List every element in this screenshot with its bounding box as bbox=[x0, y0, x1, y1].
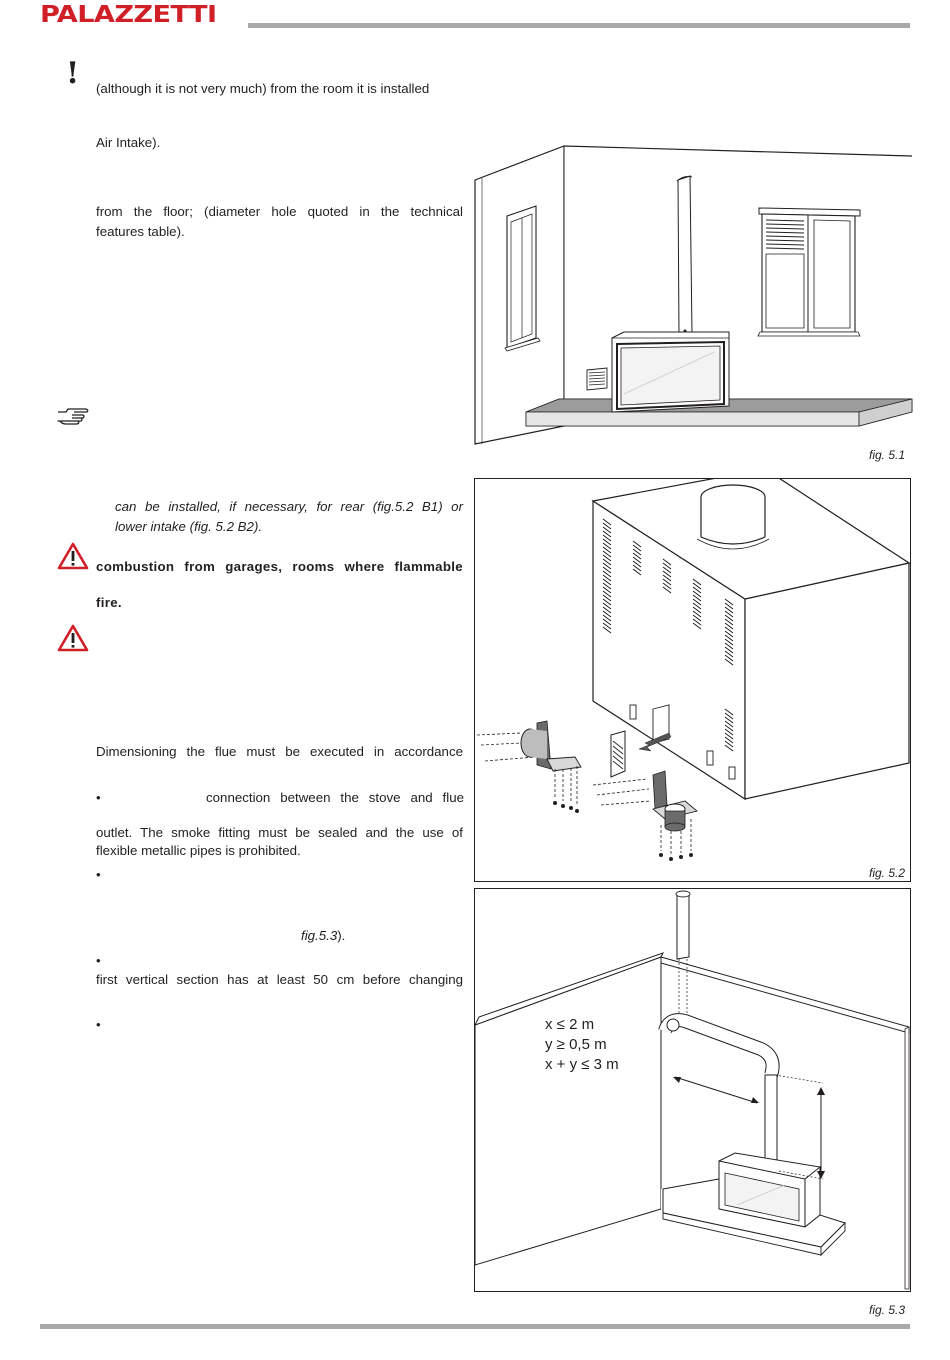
figure-5-2 bbox=[474, 478, 911, 882]
formula-line-2: y ≥ 0,5 m bbox=[545, 1036, 607, 1053]
bullet-1-line-1: connection between the stove and flue bbox=[206, 790, 464, 805]
warning-triangle-icon bbox=[57, 542, 89, 570]
paragraph-3-line-1: from the floor; (diameter hole quoted in the technical bbox=[96, 204, 463, 219]
figure-5-3 bbox=[474, 888, 911, 1292]
formula-line-1: x ≤ 2 m bbox=[545, 1016, 595, 1033]
paragraph-1: (although it is not very much) from the room it is installed bbox=[96, 81, 430, 96]
warning-1-line-1: combustion from garages, rooms where flammable bbox=[96, 559, 463, 574]
header-rule bbox=[248, 23, 910, 28]
figure-5-1 bbox=[474, 144, 914, 449]
bullet-1: • bbox=[96, 790, 101, 805]
bullet-3-line-1: first vertical section has at least 50 cm before changing bbox=[96, 972, 463, 987]
figure-5-3-caption: fig. 5.3 bbox=[869, 1303, 906, 1317]
paragraph-2: Air Intake). bbox=[96, 135, 161, 150]
paragraph-4-line-1: can be installed, if necessary, for rear (fig.5.2 B1) or bbox=[115, 499, 463, 514]
bullet-3: • bbox=[96, 953, 101, 968]
bullet-4: • bbox=[96, 1017, 101, 1032]
warning-triangle-icon bbox=[57, 624, 89, 652]
paragraph-3-line-2: features table). bbox=[96, 224, 185, 239]
pointing-hand-icon bbox=[56, 406, 90, 428]
footer-rule bbox=[40, 1324, 910, 1329]
brand-logo: PALAZZETTI bbox=[40, 2, 217, 28]
figure-5-1-caption: fig. 5.1 bbox=[869, 448, 906, 462]
paragraph-4-line-2: lower intake (fig. 5.2 B2). bbox=[115, 519, 263, 534]
figure-5-2-caption: fig. 5.2 bbox=[869, 866, 906, 880]
paragraph-5: Dimensioning the flue must be executed in accordance bbox=[96, 744, 463, 759]
bullet-1-line-2: outlet. The smoke fitting must be sealed and the use of bbox=[96, 825, 463, 840]
figure-reference: fig.5.3 bbox=[301, 928, 338, 943]
bullet-2: • bbox=[96, 867, 101, 882]
bullet-1-line-3: flexible metallic pipes is prohibited. bbox=[96, 843, 301, 858]
bullet-2-ref bbox=[301, 927, 345, 945]
exclamation-icon: ! bbox=[66, 56, 80, 91]
formula-line-3: x + y ≤ 3 m bbox=[545, 1056, 619, 1073]
warning-1-line-2: fire. bbox=[96, 595, 122, 610]
figure-reference-close: ). bbox=[337, 928, 346, 943]
